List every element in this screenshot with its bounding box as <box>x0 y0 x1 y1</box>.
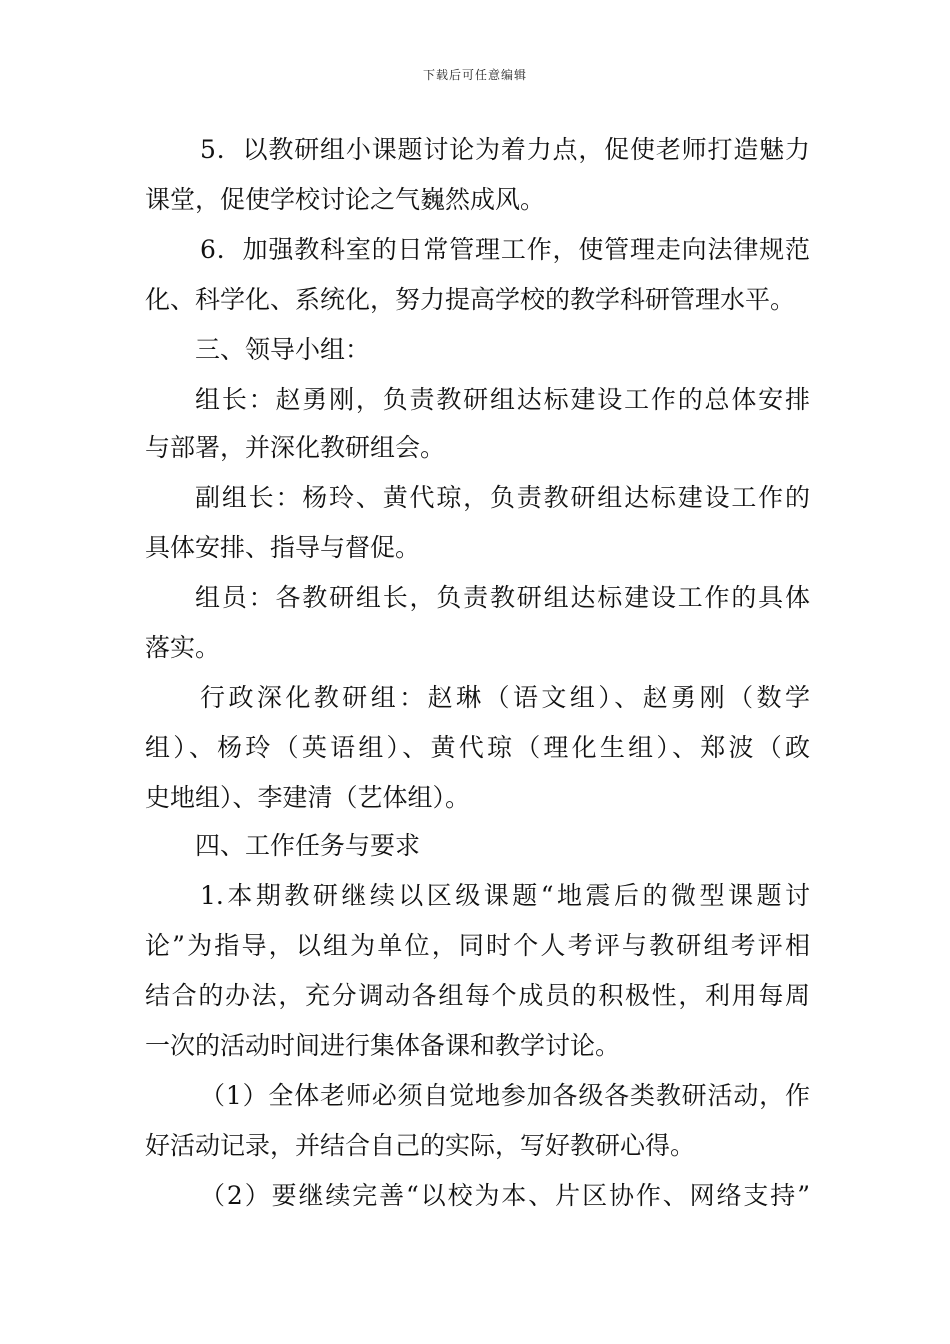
paragraph-line: 组长：赵勇刚，负责教研组达标建设工作的总体安排 <box>195 385 810 414</box>
paragraph-line: （2）要继续完善“以校为本、片区协作、网络支持” <box>200 1181 810 1210</box>
paragraph-line: 结合的办法，充分调动各组每个成员的积极性，利用每周 <box>145 981 810 1010</box>
paragraph-line: 行政深化教研组：赵琳（语文组）、赵勇刚（数学 <box>200 683 810 712</box>
paragraph-line: 副组长：杨玲、黄代琼，负责教研组达标建设工作的 <box>195 483 810 512</box>
paragraph-line: 5．以教研组小课题讨论为着力点，促使老师打造魅力 <box>200 135 810 164</box>
page-header: 下载后可任意编辑 <box>422 68 527 82</box>
paragraph-line: （1）全体老师必须自觉地参加各级各类教研活动，作 <box>200 1081 810 1110</box>
paragraph-line: 落实。 <box>145 633 221 662</box>
paragraph-line: 与部署，并深化教研组会。 <box>145 433 446 462</box>
paragraph-line: 组员：各教研组长，负责教研组达标建设工作的具体 <box>195 583 810 612</box>
paragraph-line: 1.本期教研继续以区级课题“地震后的微型课题讨 <box>200 881 810 910</box>
paragraph-line: 具体安排、指导与督促。 <box>145 533 421 562</box>
section-heading: 四、工作任务与要求 <box>195 831 421 860</box>
paragraph-line: 论”为指导，以组为单位，同时个人考评与教研组考评相 <box>145 931 810 960</box>
paragraph-line: 6．加强教科室的日常管理工作，使管理走向法律规范 <box>200 235 810 264</box>
paragraph-line: 史地组）、李建清（艺体组）。 <box>145 783 471 812</box>
paragraph-line: 课堂，促使学校讨论之气巍然成风。 <box>145 185 546 214</box>
paragraph-line: 化、科学化、系统化，努力提高学校的教学科研管理水平。 <box>145 285 796 314</box>
section-heading: 三、领导小组： <box>195 335 371 364</box>
paragraph-line: 好活动记录，并结合自己的实际，写好教研心得。 <box>145 1131 696 1160</box>
paragraph-line: 组）、杨玲（英语组）、黄代琼（理化生组）、郑波（政 <box>145 733 810 762</box>
paragraph-line: 一次的活动时间进行集体备课和教学讨论。 <box>145 1031 621 1060</box>
